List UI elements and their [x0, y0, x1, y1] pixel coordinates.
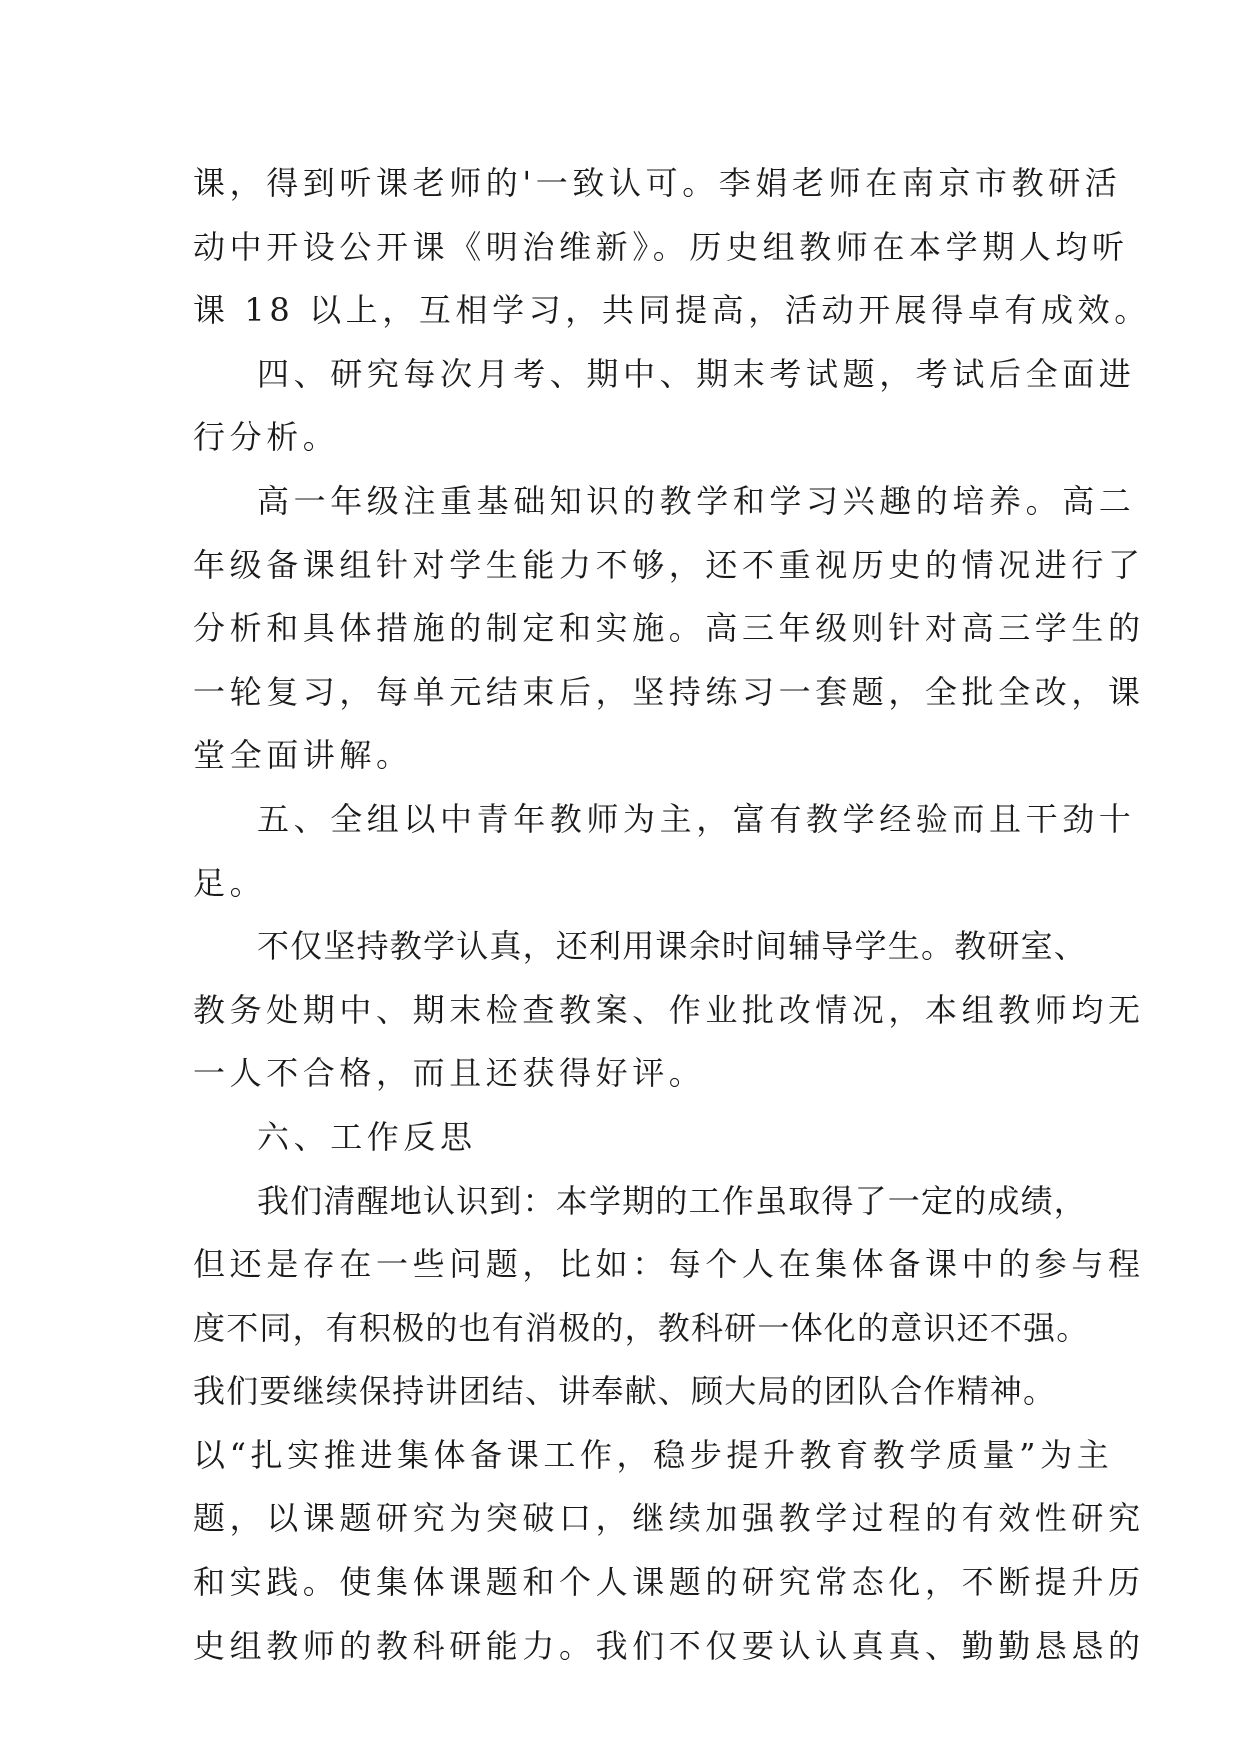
- text-line: 但还是存在一些问题，比如：每个人在集体备课中的参与程: [193, 1245, 1145, 1284]
- text-line: 教务处期中、期末检查教案、作业批改情况，本组教师均无: [193, 990, 1145, 1029]
- text-line: 动中开设公开课《明治维新》。历史组教师在本学期人均听: [193, 227, 1129, 266]
- text-line: 题，以课题研究为突破口，继续加强教学过程的有效性研究: [193, 1499, 1145, 1538]
- text-line: 和实践。使集体课题和个人课题的研究常态化，不断提升历: [193, 1563, 1145, 1602]
- paragraph-first-line: 我们清醒地认识到：本学期的工作虽取得了一定的成绩，: [257, 1181, 1088, 1220]
- text-line: 史组教师的教科研能力。我们不仅要认认真真、勤勤恳恳的: [193, 1626, 1145, 1665]
- text-line: 足。: [193, 863, 267, 902]
- text-line: 度不同，有积极的也有消极的，教科研一体化的意识还不强。: [193, 1308, 1090, 1347]
- paragraph-first-line: 五、全组以中青年教师为主，富有教学经验而且干劲十: [257, 799, 1136, 838]
- paragraph-first-line: 不仅坚持教学认真，还利用课余时间辅导学生。教研室、: [257, 927, 1088, 966]
- text-line: 以“扎实推进集体备课工作，稳步提升教育教学质量”为主: [193, 1435, 1114, 1474]
- text-line: 一人不合格，而且还获得好评。: [193, 1054, 706, 1093]
- paragraph-first-line: 高一年级注重基础知识的教学和学习兴趣的培养。高二: [257, 481, 1136, 520]
- text-line: 课，得到听课老师的'一致认可。李娟老师在南京市教研活: [193, 164, 1122, 202]
- paragraph-first-line: 四、研究每次月考、期中、期末考试题，考试后全面进: [257, 354, 1136, 393]
- text-line: 分析和具体措施的制定和实施。高三年级则针对高三学生的: [193, 609, 1145, 648]
- document-body: [193, 152, 1151, 1678]
- text-line: 课 18 以上，互相学习，共同提高，活动开展得卓有成效。: [193, 291, 1151, 330]
- text-line: 我们要继续保持讲团结、讲奉献、顾大局的团队合作精神。: [193, 1372, 1057, 1411]
- text-line: 年级备课组针对学生能力不够，还不重视历史的情况进行了: [193, 545, 1145, 584]
- text-line: 行分析。: [193, 418, 340, 457]
- paragraph-first-line: 六、工作反思: [257, 1117, 477, 1156]
- text-line: 堂全面讲解。: [193, 736, 413, 775]
- text-line: 一轮复习，每单元结束后，坚持练习一套题，全批全改，课: [193, 672, 1145, 711]
